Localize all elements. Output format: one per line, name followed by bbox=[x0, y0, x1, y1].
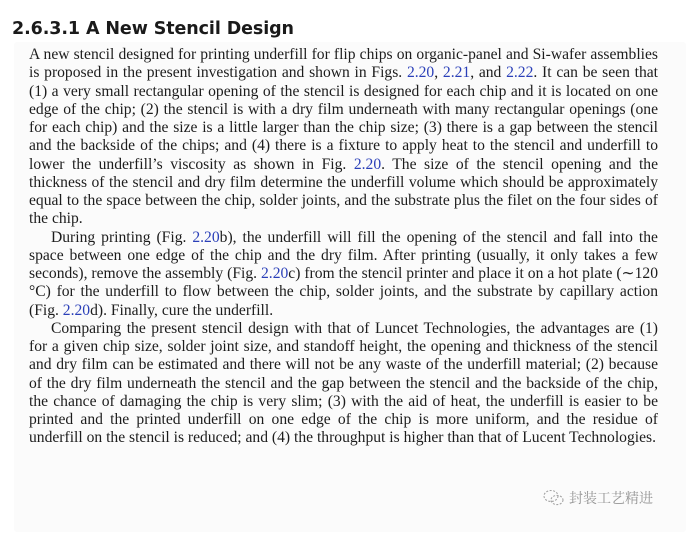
body-text bbox=[29, 46, 658, 448]
paragraph-text: , bbox=[434, 64, 443, 82]
watermark-text: 封装工艺精进 bbox=[569, 491, 653, 507]
paragraph-text: . It can be seen that (1) a very small rectangular opening of the stencil is designed for each chip and it is located on one edge of the chip; (2) the stencil is with a dry film underneath with many rectangular openings (one for each chip) and the size is a little larger than the chip size; (3) there is a gap between the stencil and the backside of the chips; and (4) there is a fixture to apply heat to the stencil and underfill to lower the underfill’s viscosity as shown in Fig. bbox=[29, 64, 659, 173]
paragraph-text: d). Finally, cure the underfill. bbox=[90, 301, 274, 319]
paragraph-text: During printing (Fig. bbox=[51, 228, 193, 246]
paragraph bbox=[29, 320, 658, 448]
figure-reference-link[interactable]: 2.20 bbox=[62, 301, 91, 319]
figure-reference-link[interactable]: 2.20 bbox=[192, 228, 220, 246]
paragraph-text: c) from the stencil printer and place it on a hot plate (∼120 °C) for the underfill to flow between the chip, solder joints, and the substrate by capillary action (Fig. bbox=[29, 265, 658, 319]
figure-reference-link[interactable]: 2.21 bbox=[442, 64, 471, 82]
paragraph-text: b), the underfill will fill the opening of the stencil and fall into the space between one edge of the chip and the dry film. After printing (usually, it only takes a few seconds), remove the assembly (Fig. bbox=[29, 228, 658, 282]
paragraph-text: Comparing the present stencil design with that of Luncet Technologies, the advantages are (1) for a given chip size, solder joint size, and standoff height, the opening and thickness of the stencil and dry film can be estimated and there will not be any waste of the underfill material; (2) because of the dry film underneath the stencil and the gap between the stencil and the backside of the chip, the chance of damaging the chip is very slim; (3) with the aid of heat, the underfill is easier to be printed and the printed underfill on one edge of the chip is more uniform, and the residue of underfill on the stencil is reduced; and (4) the throughput is higher than that of Lucent Technologies. bbox=[29, 319, 658, 447]
figure-reference-link[interactable]: 2.20 bbox=[406, 64, 435, 82]
paragraph-text: . The size of the stencil opening and the thickness of the stencil and dry film determine the underfill volume which should be approximately equal to the space between the chip, solder joints, and the substrate plus the filet on the four sides of the chip. bbox=[29, 155, 658, 228]
figure-reference-link[interactable]: 2.22 bbox=[506, 64, 534, 82]
paragraph-text: A new stencil designed for printing underfill for flip chips on organic-panel and Si-wafer assemblies is proposed in the present investigation and shown in Figs. bbox=[29, 46, 658, 82]
paragraph bbox=[29, 46, 658, 229]
figure-reference-link[interactable]: 2.20 bbox=[261, 265, 289, 282]
figure-reference-link[interactable]: 2.20 bbox=[353, 155, 382, 173]
section-heading: 2.6.3.1 A New Stencil Design bbox=[12, 18, 294, 39]
wechat-icon bbox=[543, 489, 565, 507]
paragraph bbox=[29, 229, 658, 320]
paragraph-text: , and bbox=[470, 64, 507, 82]
watermark bbox=[543, 488, 653, 508]
